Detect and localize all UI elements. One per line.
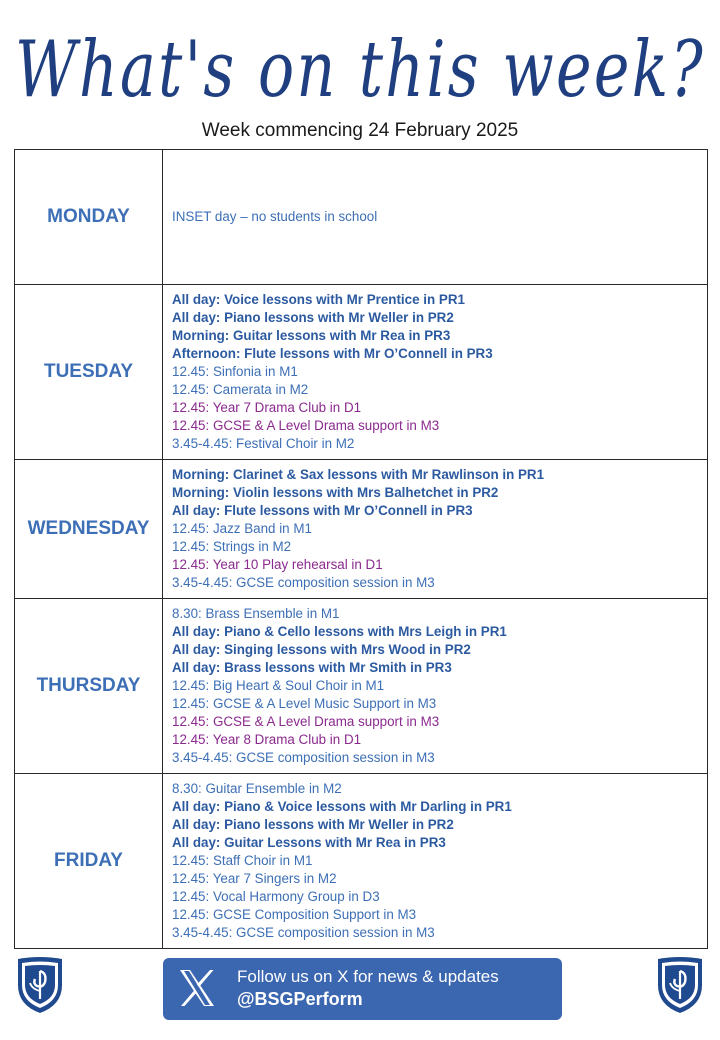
week-commencing: Week commencing 24 February 2025	[201, 120, 519, 141]
event-line: Afternoon: Flute lessons with Mr O’Connell in PR3	[172, 346, 493, 361]
event-line: All day: Piano & Cello lessons with Mrs Leigh in PR1	[172, 624, 507, 639]
day-events	[163, 150, 708, 285]
event-line: 12.45: Year 7 Drama Club in D1	[172, 400, 362, 415]
event-line: 12.45: GCSE & A Level Drama support in M3	[172, 714, 440, 729]
event-line: All day: Piano lessons with Mr Weller in PR2	[172, 817, 454, 832]
schedule-table	[14, 149, 708, 949]
event-line: 12.45: Year 10 Play rehearsal in D1	[172, 557, 383, 572]
event-line: Morning: Clarinet & Sax lessons with Mr Rawlinson in PR1	[172, 467, 545, 482]
event-line: All day: Singing lessons with Mrs Wood in PR2	[172, 642, 471, 657]
day-events	[163, 460, 708, 599]
event-line: 12.45: GCSE & A Level Music Support in M3	[172, 696, 437, 711]
event-line: 3.45-4.45: Festival Choir in M2	[172, 436, 355, 451]
event-line: All day: Brass lessons with Mr Smith in PR3	[172, 660, 452, 675]
event-line: 12.45: Strings in M2	[172, 539, 292, 554]
event-line: 3.45-4.45: GCSE composition session in M3	[172, 750, 435, 765]
event-line: All day: Guitar Lessons with Mr Rea in PR3	[172, 835, 446, 850]
event-line: 12.45: GCSE Composition Support in M3	[172, 907, 417, 922]
day-events	[163, 599, 708, 774]
page-title	[0, 8, 720, 120]
event-line: All day: Voice lessons with Mr Prentice in PR1	[172, 292, 465, 307]
follow-text: Follow us on X for news & updates	[237, 967, 499, 986]
follow-banner[interactable]	[163, 958, 562, 1020]
event-line: Morning: Violin lessons with Mrs Balhetchet in PR2	[172, 485, 499, 500]
event-line: 12.45: GCSE & A Level Drama support in M3	[172, 418, 440, 433]
event-line: All day: Piano & Voice lessons with Mr Darling in PR1	[172, 799, 512, 814]
event-line: All day: Flute lessons with Mr O’Connell in PR3	[172, 503, 473, 518]
schedule-row-friday	[15, 774, 708, 949]
event-line: 3.45-4.45: GCSE composition session in M3	[172, 575, 435, 590]
event-line: 12.45: Year 7 Singers in M2	[172, 871, 337, 886]
schedule-row-monday	[15, 150, 708, 285]
event-line: 12.45: Staff Choir in M1	[172, 853, 313, 868]
event-line: 12.45: Sinfonia in M1	[172, 364, 298, 379]
event-line: 12.45: Camerata in M2	[172, 382, 309, 397]
day-label: THURSDAY	[15, 599, 163, 774]
event-line: All day: Piano lessons with Mr Weller in PR2	[172, 310, 454, 325]
event-line: Morning: Guitar lessons with Mr Rea in PR3	[172, 328, 451, 343]
event-line: 12.45: Big Heart & Soul Choir in M1	[172, 678, 385, 693]
day-events	[163, 285, 708, 460]
x-logo-icon	[175, 966, 219, 1010]
schedule-row-tuesday	[15, 285, 708, 460]
event-line: 12.45: Jazz Band in M1	[172, 521, 312, 536]
day-label: FRIDAY	[15, 774, 163, 949]
school-crest-icon	[655, 955, 705, 1015]
event-line: 12.45: Year 8 Drama Club in D1	[172, 732, 362, 747]
event-line: 12.45: Vocal Harmony Group in D3	[172, 889, 380, 904]
school-crest-icon	[15, 955, 65, 1015]
page-title-text: What's on this week?	[15, 25, 705, 115]
schedule-row-wednesday	[15, 460, 708, 599]
event-line: 3.45-4.45: GCSE composition session in M3	[172, 925, 435, 940]
event-line: INSET day – no students in school	[172, 209, 378, 224]
social-handle[interactable]: @BSGPerform	[237, 989, 363, 1009]
day-label: MONDAY	[15, 150, 163, 285]
event-line: 8.30: Guitar Ensemble in M2	[172, 781, 342, 796]
day-label: TUESDAY	[15, 285, 163, 460]
day-events	[163, 774, 708, 949]
event-line: 8.30: Brass Ensemble in M1	[172, 606, 340, 621]
day-label: WEDNESDAY	[15, 460, 163, 599]
schedule-row-thursday	[15, 599, 708, 774]
